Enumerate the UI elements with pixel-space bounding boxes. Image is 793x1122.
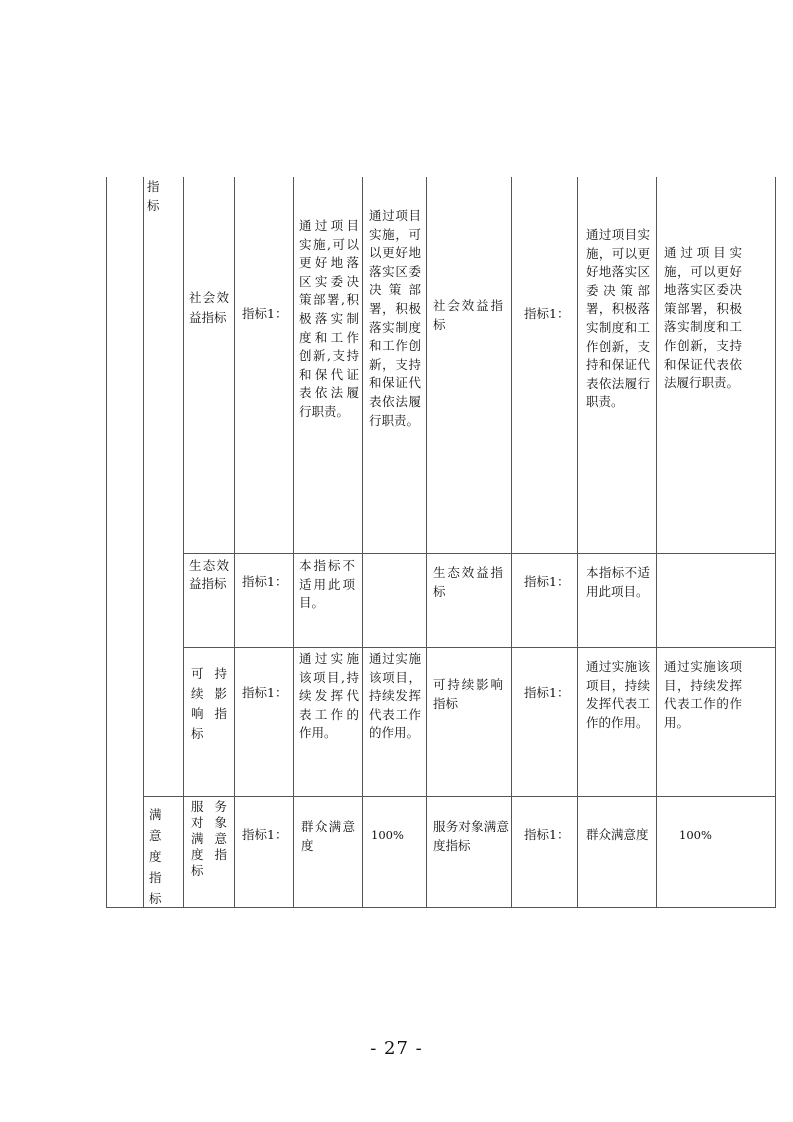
row-sustain-index: 指标1： <box>242 685 288 700</box>
row-sustain-content-d: 通过实施该项目，持续发挥代表工作的作 用。 <box>664 659 742 730</box>
row-sustain-content-b: 通过实施该项目，持续发挥代表工作的作用。 <box>369 651 421 741</box>
row-sustain-content-c: 通过实施该项目，持续发挥代表工作的作用。 <box>586 659 650 730</box>
row-sustain-content-a: 通过实施该项目,持续发挥代表工作的作用。 <box>299 651 359 741</box>
col-line-4 <box>293 177 294 908</box>
row-satisfaction-index: 指标1： <box>242 827 288 842</box>
row-sustain-name2: 可持续影响 指标 <box>433 677 503 711</box>
page-number: - 27 - <box>370 1038 423 1059</box>
row-social-content-b: 通过项目实施，可以更好地落实区委决策部署，积极落实制度和工作创新，支持和保证代表依法履行职责。 <box>369 208 421 428</box>
row-social-content-a: 通过项目实施,可以更好地落区实委决策部署,积极落实制度和工作创新,支持和保代证表依法履行职责。 <box>299 218 359 419</box>
row-divider-1 <box>183 553 776 554</box>
col-line-2 <box>183 177 184 908</box>
col-line-9 <box>656 177 657 908</box>
col-line-7 <box>511 177 512 908</box>
row-eco-content-a: 本指标不适用此项目。 <box>299 558 355 611</box>
row-satisfaction-index2: 指标1： <box>524 827 570 842</box>
col-line-1 <box>143 177 144 908</box>
row-social-index: 指标1： <box>242 306 288 321</box>
row-social-content-c: 通过项目实施，可以更好地落实区委决策部署，积极落实制度和工作创新，支持和保证代表依法履行职责。 <box>586 227 650 410</box>
row-divider-2 <box>183 647 776 648</box>
col-line-3 <box>234 177 235 908</box>
row-satisfaction-name2: 服务对象满意度指标 <box>433 819 509 853</box>
row-eco-content-c: 本指标不适用此项目。 <box>586 565 650 599</box>
row-eco-name: 生态效益指标 <box>189 558 229 591</box>
col-line-5 <box>362 177 363 908</box>
row-eco-index2: 指标1： <box>524 574 570 589</box>
row-satisfaction-content-b: 100% <box>371 828 404 842</box>
indicator-category-label: 指标 <box>147 179 160 213</box>
row-social-content-d: 通过项目实施，可以更好地落实区委决策部署，积极落实制度和工作创新，支持和保证代表依法履行职责。 <box>664 245 742 391</box>
row-divider-3 <box>143 796 776 797</box>
row-eco-index: 指标1： <box>242 574 288 589</box>
row-satisfaction-content-d: 100% <box>679 828 712 842</box>
col-line-6 <box>426 177 427 908</box>
row-satisfaction-content-c: 群众满意度 <box>586 827 649 842</box>
col-line-8 <box>577 177 578 908</box>
row-social-name: 社会效益指标 <box>189 290 229 325</box>
row-social-index2: 指标1： <box>524 306 570 321</box>
col-line-0 <box>106 177 107 908</box>
row-satisfaction-name: 服务对象满意度指标 <box>191 799 227 878</box>
row-satisfaction-content-a: 群众满意度 <box>301 819 355 853</box>
row-sustain-name: 可持续影响指标 <box>191 666 227 741</box>
satisfaction-category-label: 满意度指标 <box>149 807 162 906</box>
table-bottom-border <box>106 907 776 908</box>
row-social-name2: 社会效益指标 <box>433 298 503 332</box>
row-eco-name2: 生态效益指标 <box>433 565 503 599</box>
row-sustain-index2: 指标1： <box>524 685 570 700</box>
col-line-10 <box>775 177 776 908</box>
